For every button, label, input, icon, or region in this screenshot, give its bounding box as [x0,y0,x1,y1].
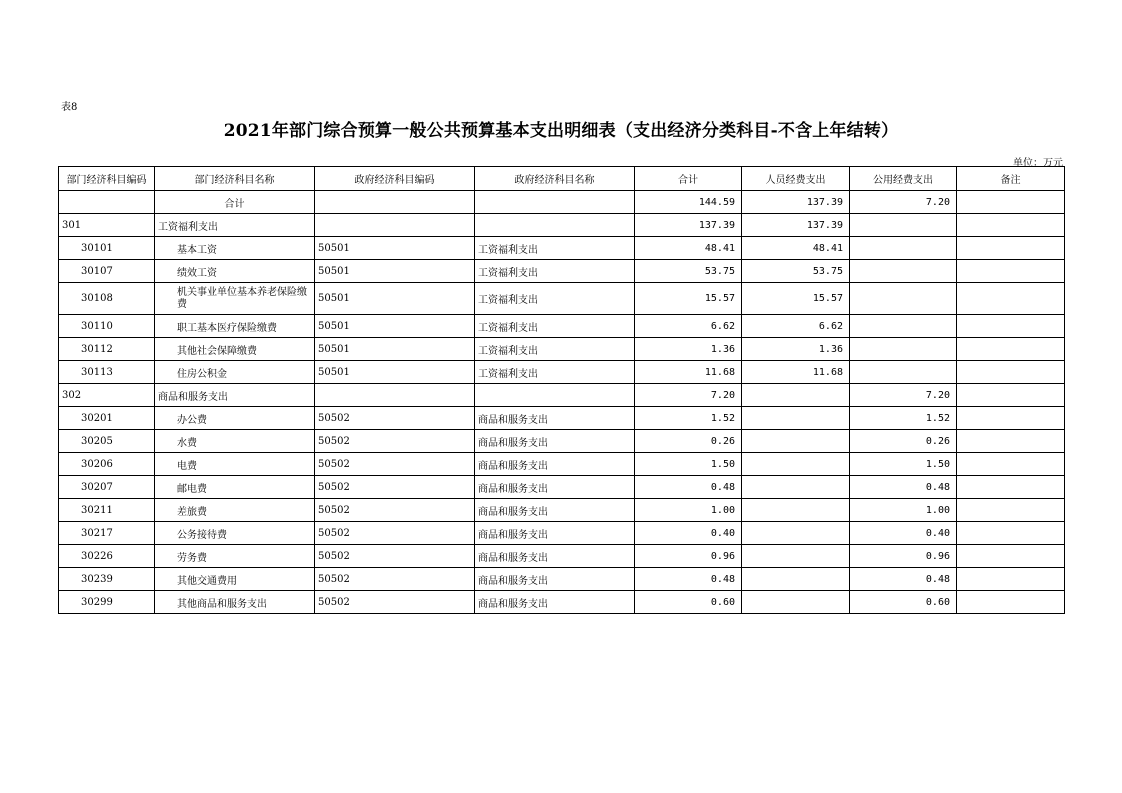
cell-public [850,237,957,260]
cell-total: 1.36 [635,338,742,361]
cell-name: 其他交通费用 [155,568,315,591]
cell-personnel [742,430,850,453]
cell-personnel [742,545,850,568]
cell-total: 1.52 [635,407,742,430]
header-personnel: 人员经费支出 [742,167,850,191]
header-public: 公用经费支出 [850,167,957,191]
header-row [59,167,1065,191]
table-number: 表8 [61,102,78,113]
table-row [59,237,1065,260]
cell-total: 53.75 [635,260,742,283]
cell-personnel [742,591,850,614]
cell-personnel: 6.62 [742,315,850,338]
cell-total: 0.40 [635,522,742,545]
cell-gov-code: 50502 [315,476,475,499]
cell-gov-code: 50502 [315,545,475,568]
cell-total: 144.59 [635,191,742,214]
cell-personnel: 1.36 [742,338,850,361]
cell-gov-name: 工资福利支出 [475,361,635,384]
cell-public: 0.40 [850,522,957,545]
cell-gov-name [475,191,635,214]
cell-gov-code [315,384,475,407]
table-row [59,361,1065,384]
cell-name: 商品和服务支出 [155,384,315,407]
cell-note [957,237,1065,260]
table-row [59,315,1065,338]
cell-name: 合计 [155,191,315,214]
cell-note [957,191,1065,214]
cell-public [850,361,957,384]
cell-name: 劳务费 [155,545,315,568]
cell-code: 30299 [59,591,155,614]
cell-code: 30108 [59,283,155,315]
cell-gov-name: 商品和服务支出 [475,522,635,545]
cell-total: 0.60 [635,591,742,614]
cell-gov-name: 商品和服务支出 [475,568,635,591]
cell-code: 30226 [59,545,155,568]
table-row [59,499,1065,522]
cell-gov-name: 工资福利支出 [475,283,635,315]
cell-total: 15.57 [635,283,742,315]
header-note: 备注 [957,167,1065,191]
cell-gov-code: 50502 [315,591,475,614]
cell-public [850,283,957,315]
cell-name: 其他商品和服务支出 [155,591,315,614]
cell-total: 6.62 [635,315,742,338]
cell-personnel: 137.39 [742,214,850,237]
cell-name: 住房公积金 [155,361,315,384]
cell-note [957,260,1065,283]
cell-name: 机关事业单位基本养老保险缴费 [155,283,315,315]
cell-code: 30113 [59,361,155,384]
table-row [59,591,1065,614]
cell-note [957,453,1065,476]
cell-name: 电费 [155,453,315,476]
cell-note [957,283,1065,315]
group-row [59,214,1065,237]
cell-total: 11.68 [635,361,742,384]
table-row [59,260,1065,283]
cell-gov-name: 商品和服务支出 [475,476,635,499]
cell-personnel: 48.41 [742,237,850,260]
cell-note [957,315,1065,338]
cell-personnel [742,453,850,476]
group-row [59,384,1065,407]
cell-gov-name: 商品和服务支出 [475,453,635,476]
cell-code: 30211 [59,499,155,522]
table-row [59,545,1065,568]
cell-name: 其他社会保障缴费 [155,338,315,361]
cell-gov-name: 工资福利支出 [475,315,635,338]
cell-code [59,191,155,214]
cell-note [957,214,1065,237]
cell-total: 1.00 [635,499,742,522]
cell-personnel [742,384,850,407]
table-row [59,568,1065,591]
header-dept-name: 部门经济科目名称 [155,167,315,191]
cell-note [957,407,1065,430]
cell-gov-code: 50501 [315,283,475,315]
cell-gov-code [315,191,475,214]
cell-public: 7.20 [850,384,957,407]
cell-public [850,260,957,283]
cell-gov-name: 商品和服务支出 [475,407,635,430]
cell-code: 30239 [59,568,155,591]
cell-code: 30207 [59,476,155,499]
cell-name: 邮电费 [155,476,315,499]
cell-note [957,384,1065,407]
cell-gov-code: 50501 [315,315,475,338]
cell-code: 30107 [59,260,155,283]
cell-gov-name: 商品和服务支出 [475,545,635,568]
cell-personnel [742,568,850,591]
cell-code: 302 [59,384,155,407]
cell-note [957,568,1065,591]
cell-note [957,476,1065,499]
cell-note [957,499,1065,522]
cell-public: 1.00 [850,499,957,522]
cell-public: 0.48 [850,568,957,591]
page-title: 2021年部门综合预算一般公共预算基本支出明细表（支出经济分类科目-不含上年结转） [223,121,899,141]
cell-total: 0.26 [635,430,742,453]
header-gov-name: 政府经济科目名称 [475,167,635,191]
cell-code: 30110 [59,315,155,338]
cell-name: 水费 [155,430,315,453]
cell-personnel: 53.75 [742,260,850,283]
cell-total: 1.50 [635,453,742,476]
cell-gov-code: 50502 [315,407,475,430]
cell-code: 30217 [59,522,155,545]
header-dept-code: 部门经济科目编码 [59,167,155,191]
cell-gov-code: 50501 [315,338,475,361]
cell-gov-code: 50502 [315,430,475,453]
table-row [59,522,1065,545]
cell-gov-code: 50502 [315,453,475,476]
cell-name: 办公费 [155,407,315,430]
cell-gov-name: 商品和服务支出 [475,430,635,453]
budget-table [58,166,1065,614]
cell-total: 7.20 [635,384,742,407]
cell-note [957,522,1065,545]
cell-code: 30112 [59,338,155,361]
cell-gov-name: 工资福利支出 [475,260,635,283]
cell-public: 0.26 [850,430,957,453]
cell-note [957,338,1065,361]
cell-total: 0.48 [635,476,742,499]
cell-gov-name: 工资福利支出 [475,237,635,260]
cell-gov-code: 50501 [315,260,475,283]
cell-public: 7.20 [850,191,957,214]
cell-public: 1.52 [850,407,957,430]
cell-name: 基本工资 [155,237,315,260]
cell-name: 工资福利支出 [155,214,315,237]
cell-total: 0.48 [635,568,742,591]
cell-public [850,214,957,237]
cell-personnel [742,476,850,499]
cell-note [957,591,1065,614]
cell-personnel [742,499,850,522]
cell-gov-name [475,384,635,407]
cell-public: 0.60 [850,591,957,614]
cell-gov-code: 50501 [315,361,475,384]
table-row [59,283,1065,315]
table-row [59,407,1065,430]
table-row [59,430,1065,453]
unit-label: 单位：万元 [1013,158,1063,169]
table-row [59,453,1065,476]
cell-gov-code: 50502 [315,522,475,545]
cell-public: 0.48 [850,476,957,499]
cell-public: 0.96 [850,545,957,568]
cell-personnel: 15.57 [742,283,850,315]
cell-note [957,361,1065,384]
cell-name: 绩效工资 [155,260,315,283]
total-row [59,191,1065,214]
cell-code: 30101 [59,237,155,260]
cell-code: 30201 [59,407,155,430]
cell-public [850,315,957,338]
cell-personnel [742,522,850,545]
cell-gov-code [315,214,475,237]
cell-personnel: 11.68 [742,361,850,384]
cell-code: 30206 [59,453,155,476]
table-row [59,476,1065,499]
cell-name: 职工基本医疗保险缴费 [155,315,315,338]
cell-note [957,430,1065,453]
cell-public: 1.50 [850,453,957,476]
table-row [59,338,1065,361]
cell-code: 301 [59,214,155,237]
cell-note [957,545,1065,568]
header-total: 合计 [635,167,742,191]
cell-gov-code: 50502 [315,568,475,591]
cell-total: 48.41 [635,237,742,260]
cell-gov-code: 50502 [315,499,475,522]
cell-gov-name: 工资福利支出 [475,338,635,361]
cell-total: 137.39 [635,214,742,237]
header-gov-code: 政府经济科目编码 [315,167,475,191]
cell-code: 30205 [59,430,155,453]
cell-gov-name: 商品和服务支出 [475,591,635,614]
cell-gov-name [475,214,635,237]
cell-total: 0.96 [635,545,742,568]
cell-name: 公务接待费 [155,522,315,545]
cell-gov-name: 商品和服务支出 [475,499,635,522]
cell-name: 差旅费 [155,499,315,522]
cell-personnel [742,407,850,430]
cell-personnel: 137.39 [742,191,850,214]
cell-gov-code: 50501 [315,237,475,260]
cell-public [850,338,957,361]
